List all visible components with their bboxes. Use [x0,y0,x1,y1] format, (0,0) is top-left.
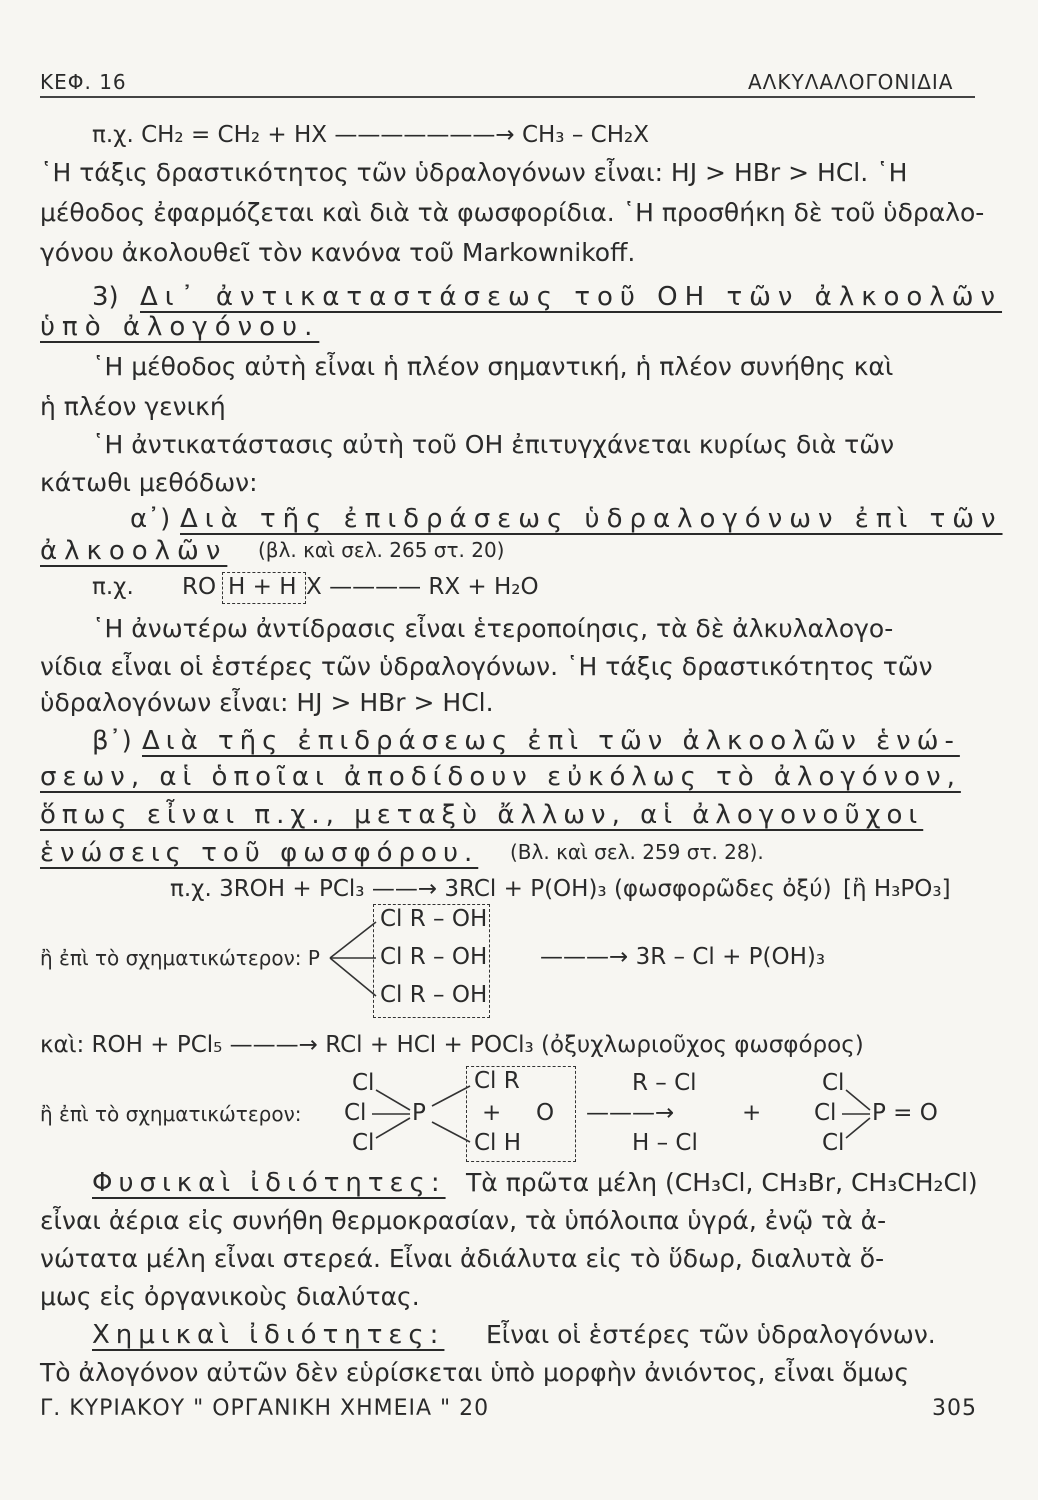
paragraph-heading: Χημικαὶ ἰδιότητες: [92,1320,445,1350]
phosphorus-atom: P [412,1100,426,1126]
text-line: ῾Η ἀντικατάστασις αὐτὴ τοῦ OH ἐπιτυγχάνεται κυρίως διὰ τῶν [92,430,895,459]
text-line: Τὸ ἀλογόνον αὐτῶν δὲν εὑρίσκεται ὑπὸ μορφὴν ἀνιόντος, εἶναι ὅμως [40,1358,910,1387]
oxygen-atom: O [536,1100,555,1126]
text-line: μέθοδος ἐφαρμόζεται καὶ διὰ τὰ φωσφορίδια. ῾Η προσθήκη δὲ τοῦ ὑδραλο- [40,198,985,227]
scheme-row: Cl R – OH [380,906,488,932]
text-line: ἡ πλέον γενική [40,392,226,421]
subsection-heading-cont: σεων, αἱ ὁποῖαι ἀποδίδουν εὐκόλως τὸ ἀλογόνον, [40,762,961,792]
subsection-heading: Διὰ τῆς ἐπιδράσεως ἐπὶ τῶν ἀλκοολῶν ἑνώ- [142,726,960,756]
section-number: 3) [92,282,119,312]
reference-note: (βλ. καὶ σελ. 265 στ. 20) [258,538,505,562]
text-line: ῾Η ἀνωτέρω ἀντίδρασις εἶναι ἑτεροποίησις, τὰ δὲ ἀλκυλαλογο- [92,614,894,643]
chlorine-atom: Cl [352,1130,375,1156]
equation-line: π.χ. CH₂ = CH₂ + HX ———————→ CH₃ – CH₂X [92,122,649,148]
reference-note: (Βλ. καὶ σελ. 259 στ. 28). [510,840,764,864]
text-line: ῾Η μέθοδος αὐτὴ εἶναι ἡ πλέον σημαντική, ἡ πλέον συνήθης καὶ [92,352,894,381]
book-footer: Γ. ΚΥΡΙΑΚΟΥ " ΟΡΓΑΝΙΚΗ ΧΗΜΕΙΑ " 20 [40,1396,490,1421]
scheme-plus: + [482,1100,502,1126]
subsection-heading-cont: ἑνώσεις τοῦ φωσφόρου. [40,838,479,868]
equation-hh: H + H [228,574,297,600]
scheme-row: Cl R – OH [380,982,488,1008]
reaction-arrow: ———→ [586,1100,675,1126]
chlorine-atom: Cl [814,1100,837,1126]
text-line: εἶναι ἀέρια εἰς συνήθη θερμοκρασίαν, τὰ ὑπόλοιπα ὑγρά, ἐνῷ τὰ ἀ- [40,1206,887,1235]
scheme-label: ἢ ἐπὶ τὸ σχηματικώτερον: [40,1102,302,1126]
text-line: Τὰ πρῶτα μέλη (CH₃Cl, CH₃Br, CH₃CH₂Cl) [466,1168,978,1197]
phosphoryl-group: P = O [872,1100,938,1126]
subsection-heading-cont: ἀλκοολῶν [40,536,228,566]
scheme-row: Cl R – OH [380,944,488,970]
equation-prefix: π.χ. [92,574,134,600]
chapter-title: ΑΛΚΥΛΑΛΟΓΟΝΙΔΙΑ [748,70,954,94]
text-line: Εἶναι οἱ ἑστέρες τῶν ὑδραλογόνων. [486,1320,936,1349]
chlorine-atom: Cl [822,1130,845,1156]
chapter-label: ΚΕΦ. 16 [40,70,127,94]
scheme-row: Cl H [474,1130,522,1156]
subsection-heading: Διὰ τῆς ἐπιδράσεως ὑδραλογόνων ἐπὶ τῶν [180,504,1003,534]
scheme-label: ἢ ἐπὶ τὸ σχηματικώτερον: P [40,946,320,970]
scheme-product: ———→ 3R – Cl + P(OH)₃ [540,944,826,970]
chlorine-atom: Cl [352,1070,375,1096]
text-line: κάτωθι μεθόδων: [40,468,258,497]
equation-line: καὶ: ROH + PCl₅ ———→ RCl + HCl + POCl₃ (ὀξυχλωριοῦχος φωσφόρος) [40,1032,864,1058]
subsection-heading-cont: ὅπως εἶναι π.χ., μεταξὺ ἄλλων, αἱ ἀλογονοῦχοι [40,800,924,830]
text-line: μως εἰς ὀργανικοὺς διαλύτας. [40,1282,420,1311]
subsection-number: β᾽) [92,726,132,756]
scheme-plus: + [742,1100,762,1126]
product-rcl: R – Cl [632,1070,697,1096]
paragraph-heading: Φυσικαὶ ἰδιότητες: [92,1168,446,1198]
text-line: ὑδραλογόνων εἶναι: HJ > HBr > HCl. [40,688,494,717]
section-heading-cont: ὑπὸ ἀλογόνου. [40,312,320,342]
chlorine-atom: Cl [344,1100,367,1126]
subsection-number: α᾽) [130,504,171,534]
text-line: γόνου ἀκολουθεῖ τὸν κανόνα τοῦ Markownikoff. [40,238,636,267]
equation-ro: RO [182,574,217,600]
text-line: νώτατα μέλη εἶναι στερεά. Εἶναι ἀδιάλυτα εἰς τὸ ὕδωρ, διαλυτὰ ὅ- [40,1244,885,1273]
page-number: 305 [932,1396,977,1421]
product-hcl: H – Cl [632,1130,698,1156]
chlorine-atom: Cl [822,1070,845,1096]
equation-rest: X ———— RX + H₂O [306,574,539,600]
equation-alternative: [ἢ H₃PO₃] [843,876,951,902]
equation-line: π.χ. 3ROH + PCl₃ ——→ 3RCl + P(OH)₃ (φωσφορῶδες ὀξύ) [170,876,832,902]
section-heading: Δι᾽ ἀντικαταστάσεως τοῦ OH τῶν ἀλκοολῶν [140,282,1003,312]
scheme-row: Cl R [474,1068,520,1094]
text-line: νίδια εἶναι οἱ ἑστέρες τῶν ὑδραλογόνων. ῾Η τάξις δραστικότητος τῶν [40,652,933,681]
text-line: ῾Η τάξις δραστικότητος τῶν ὑδραλογόνων εἶναι: HJ > HBr > HCl. ῾Η [40,158,908,187]
